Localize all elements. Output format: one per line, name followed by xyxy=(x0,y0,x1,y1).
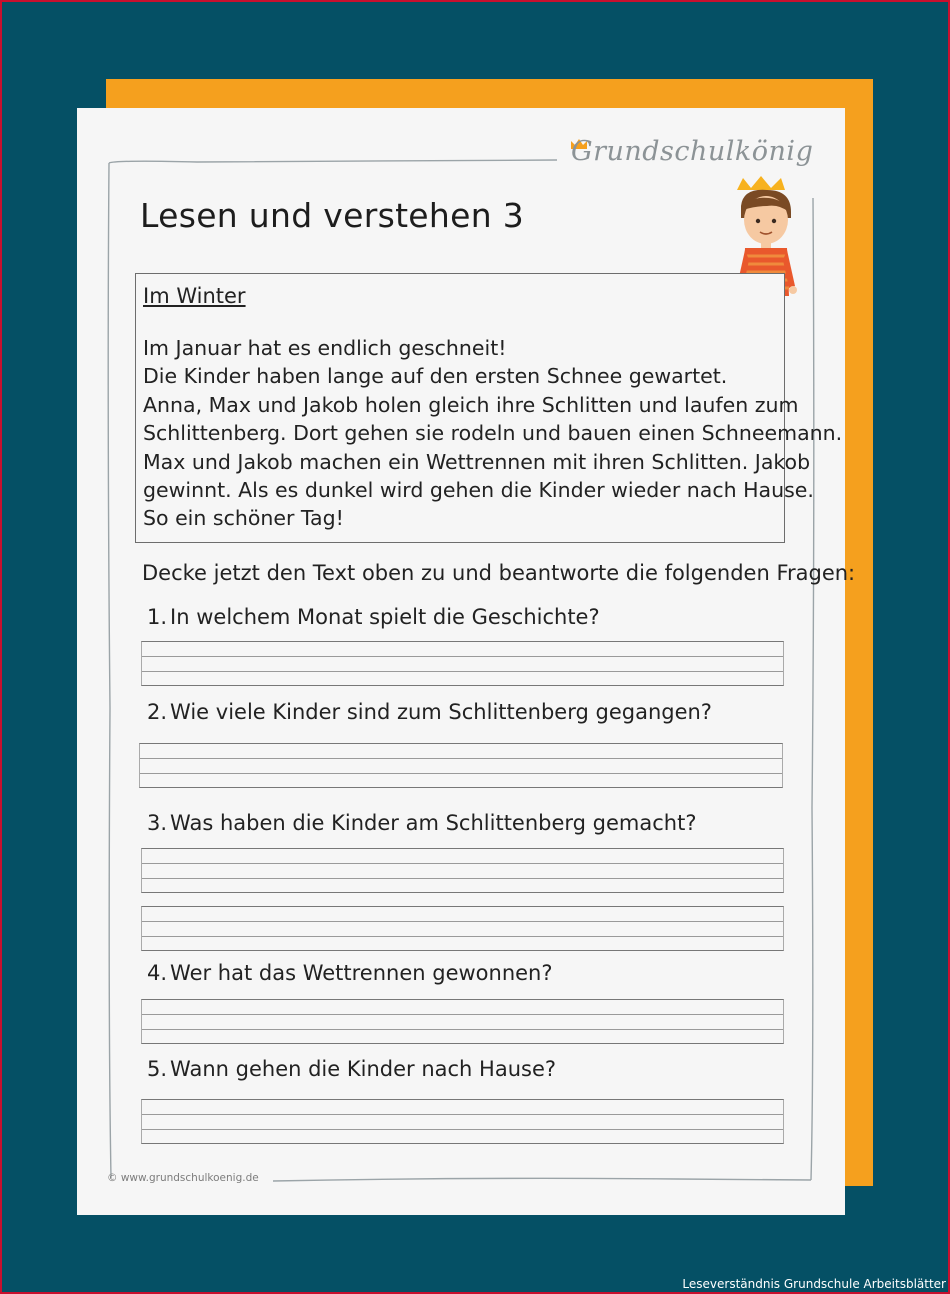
story-line: Max und Jakob machen ein Wettrennen mit ihren Schlitten. Jakob xyxy=(143,449,811,474)
question-number: 3. xyxy=(147,811,168,835)
story-line: So ein schöner Tag! xyxy=(143,506,344,531)
question-number: 2. xyxy=(147,700,168,724)
answer-lines-4[interactable] xyxy=(141,999,784,1044)
question-text: In welchem Monat spielt die Geschichte? xyxy=(170,605,600,629)
question-number: 1. xyxy=(147,605,168,629)
question-number: 4. xyxy=(147,961,168,985)
story-line: gewinnt. Als es dunkel wird gehen die Kinder wieder nach Hause. xyxy=(143,478,814,503)
question-text: Wann gehen die Kinder nach Hause? xyxy=(170,1057,557,1081)
question-3 xyxy=(147,811,696,835)
instruction-text: Decke jetzt den Text oben zu und beantworte die folgenden Fragen: xyxy=(142,561,856,585)
answer-lines-3a[interactable] xyxy=(141,848,784,893)
story-text xyxy=(143,334,843,533)
question-4 xyxy=(147,961,553,985)
question-1 xyxy=(147,605,600,629)
question-text: Wer hat das Wettrennen gewonnen? xyxy=(170,961,553,985)
answer-lines-2[interactable] xyxy=(139,743,783,788)
question-number: 5. xyxy=(147,1057,168,1081)
brand-logo: Grundschulkönig xyxy=(571,136,814,167)
answer-lines-5[interactable] xyxy=(141,1099,784,1144)
story-box xyxy=(135,273,843,543)
question-2 xyxy=(147,700,712,724)
story-line: Im Januar hat es endlich geschneit! xyxy=(143,336,507,360)
question-text: Wie viele Kinder sind zum Schlittenberg gegangen? xyxy=(170,700,712,724)
worksheet-title: Lesen und verstehen 3 xyxy=(140,196,525,235)
question-5 xyxy=(147,1057,556,1081)
story-heading: Im Winter xyxy=(143,284,246,308)
worksheet-page xyxy=(77,108,856,1215)
story-line: Schlittenberg. Dort gehen sie rodeln und bauen einen Schneemann. xyxy=(143,421,843,446)
answer-lines-1[interactable] xyxy=(141,641,784,686)
story-line: Die Kinder haben lange auf den ersten Schnee gewartet. xyxy=(143,364,728,389)
copyright-footer: © www.grundschulkoenig.de xyxy=(107,1172,259,1184)
answer-lines-3b[interactable] xyxy=(141,906,784,951)
image-caption: Leseverständnis Grundschule Arbeitsblätter xyxy=(682,1277,946,1291)
story-line: Anna, Max und Jakob holen gleich ihre Schlitten und laufen zum xyxy=(143,392,799,417)
question-text: Was haben die Kinder am Schlittenberg gemacht? xyxy=(170,811,697,835)
